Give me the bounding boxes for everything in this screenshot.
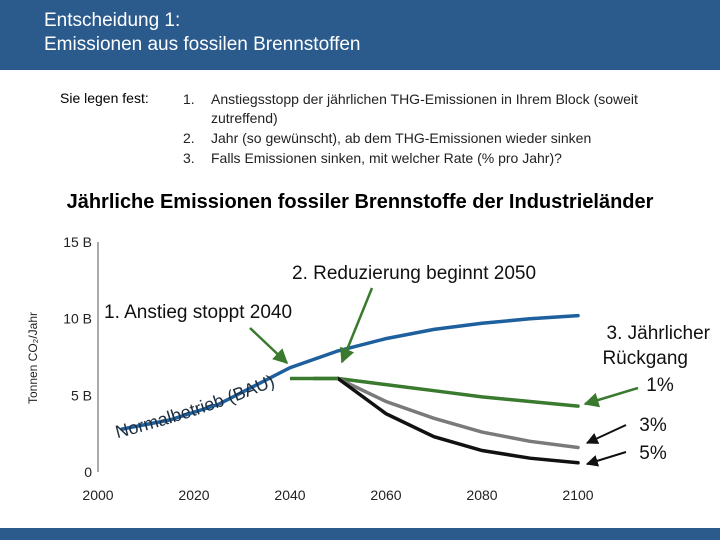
y-tick-label: 10 B <box>63 310 92 327</box>
annotation-rate-title-line1: 3. Jährlicher <box>606 323 710 344</box>
series-line-3- <box>338 379 578 448</box>
annotation-start: 2. Reduzierung beginnt 2050 <box>292 263 537 284</box>
annotation-rate-5: 5% <box>639 443 667 464</box>
y-axis-label: Tonnen CO₂/Jahr <box>26 311 40 405</box>
x-tick-label: 2060 <box>370 487 402 503</box>
decision-item-text: Falls Emissionen sinken, mit welcher Rate (% pro Jahr)? <box>211 150 562 166</box>
series-line-1- <box>314 379 578 407</box>
x-tick-label: 2040 <box>274 487 306 503</box>
annotation-rate-1: 1% <box>646 375 674 396</box>
annotation-rate-title-line2: Rückgang <box>602 348 688 369</box>
bau-label <box>113 371 277 442</box>
decision-item-text: Jahr (so gewünscht), ab dem THG-Emissionen wieder sinken <box>211 130 592 146</box>
decision-item-number: 2. <box>183 130 195 146</box>
x-tick-label: 2100 <box>562 487 594 503</box>
x-tick-label: 2000 <box>82 487 114 503</box>
arrow-start <box>342 288 372 362</box>
series-line-5- <box>338 379 578 463</box>
y-tick-label: 5 B <box>70 387 92 404</box>
arrow-rate-1 <box>585 388 638 404</box>
decision-item-number: 3. <box>183 150 195 166</box>
x-tick-label: 2080 <box>466 487 498 503</box>
annotation-stop: 1. Anstieg stoppt 2040 <box>104 302 293 323</box>
decision-item-text: Anstiegsstopp der jährlichen THG-Emissionen in Ihrem Block (soweit zutreffend) <box>211 91 638 126</box>
y-tick-label: 0 <box>84 464 92 480</box>
arrow-rate-3 <box>587 425 626 443</box>
decision-label: Sie legen fest: <box>60 90 149 106</box>
chart-title: Jährliche Emissionen fossiler Brennstoffe der Industrieländer <box>66 191 654 213</box>
slide-title: Entscheidung 1: Emissionen aus fossilen Brennstoffen <box>44 10 361 55</box>
x-tick-label: 2020 <box>178 487 210 503</box>
y-tick-label: 15 B <box>63 234 92 250</box>
arrow-stop <box>250 328 287 363</box>
arrow-rate-5 <box>587 452 626 464</box>
annotation-rate-3: 3% <box>639 415 667 436</box>
bau-label-text: Normalbetrieb (BAU) <box>113 370 278 443</box>
footer-bar <box>0 528 720 540</box>
decision-item-number: 1. <box>183 91 195 107</box>
